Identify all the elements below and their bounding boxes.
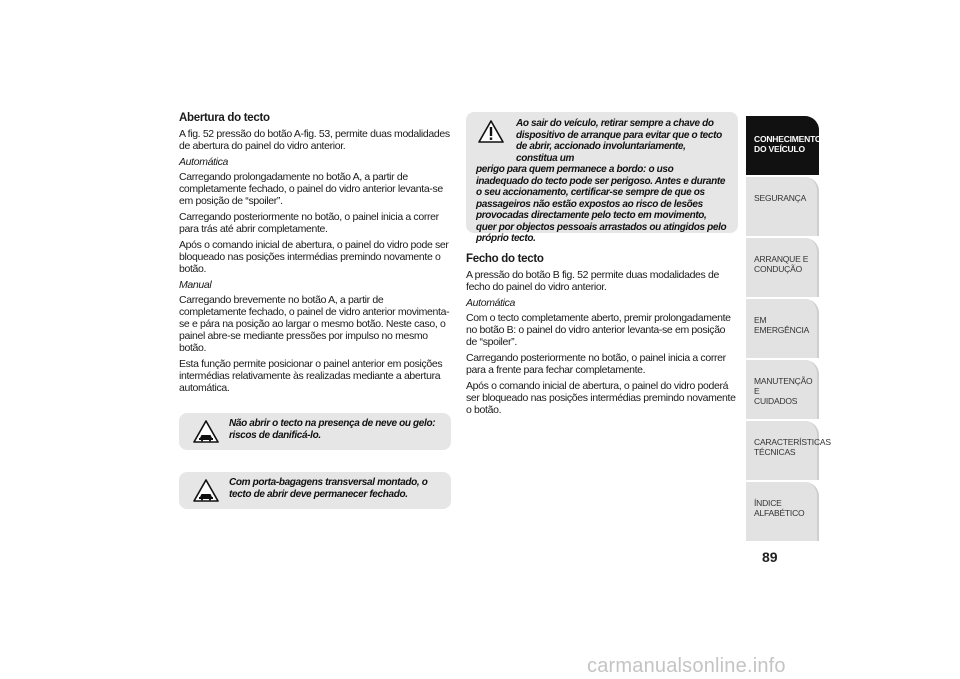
page-number: 89 [762, 549, 778, 565]
subheading-automatic: Automática [179, 156, 229, 168]
tab-emergency[interactable] [746, 299, 819, 358]
watermark: carmanualsonline.info [587, 655, 786, 677]
tab-maintenance[interactable] [746, 360, 819, 419]
section-heading-closing: Fecho do tecto [466, 253, 544, 265]
tab-label: CONDUÇÃO [754, 264, 802, 274]
tab-vehicle-knowledge[interactable] [746, 116, 822, 175]
warning-text-rest: perigo para quem permanece a bordo: o uso inadequado do tecto pode ser perigoso. Antes e durante o seu accionamento, certificar-se sempre de que os passageiros não estão expostos ao risco de lesões provocadas directamente pelo tecto em movimento, quer por objectos pessoais arrastados ou atingidos pelo próprio tecto. [476, 164, 727, 244]
paragraph: A pressão do botão B fig. 52 permite duas modalidades de fecho do painel do vidro anterior. [466, 269, 719, 293]
tab-label: TÉCNICAS [754, 447, 796, 457]
warning-text-first: Ao sair do veículo, retirar sempre a chave do dispositivo de arranque para evitar que o tecto de abrir, accionado involuntariamente, constitua um [516, 118, 722, 164]
car-roof-caution-icon [193, 479, 219, 502]
left-column [179, 112, 451, 509]
car-roof-caution-icon [193, 420, 219, 443]
warning-triangle-icon [478, 120, 504, 143]
chapter-tabs [746, 116, 831, 543]
paragraph: Carregando posteriormente no botão, o painel inicia a correr para a frente para fechar completamente. [466, 352, 726, 376]
subheading-automatic: Automática [466, 297, 516, 309]
caution-note-roof-rack [179, 472, 451, 509]
warning-box [466, 112, 738, 244]
tab-label: MANUTENÇÃO E [754, 376, 813, 396]
tab-label: ARRANQUE E [754, 254, 809, 264]
tab-alphabetical-index[interactable] [746, 482, 819, 541]
note-text: Com porta-bagagens transversal montado, o tecto de abrir deve permanecer fechado. [229, 477, 428, 500]
tab-label: DO VEÍCULO [754, 144, 805, 154]
paragraph: Carregando prolongadamente no botão A, a partir de completamente fechado, o painel do vidro anterior levanta-se em posição de “spoiler”. [179, 171, 443, 207]
paragraph: Esta função permite posicionar o painel anterior em posições intermédias relativamente às realizadas mediante a abertura automática. [179, 358, 443, 394]
section-heading-opening: Abertura do tecto [179, 112, 270, 124]
paragraph: Após o comando inicial de abertura, o painel do vidro poderá ser bloqueado nas posições intermédias premindo novamente o botão. [466, 380, 736, 416]
tab-label: CUIDADOS [754, 396, 798, 406]
paragraph: Após o comando inicial de abertura, o painel do vidro pode ser bloqueado nas posições intermédias premindo novamente o botão. [179, 239, 449, 275]
paragraph: Carregando posteriormente no botão, o painel inicia a correr para trás até abrir completamente. [179, 211, 439, 235]
caution-note-snow-ice [179, 413, 451, 450]
tab-label: CARACTERÍSTICAS [754, 437, 831, 447]
tab-label: ÍNDICE ALFABÉTICO [754, 498, 805, 518]
paragraph: Carregando brevemente no botão A, a partir de completamente fechado, o painel de vidro anterior movimenta-se e pára na posição ao largar o mesmo botão. Neste caso, o painel abre-se mediante pressões por impulso no mesmo botão. [179, 294, 450, 354]
paragraph: A fig. 52 pressão do botão A-fig. 53, permite duas modalidades de abertura do painel do vidro anterior. [179, 128, 450, 152]
paragraph: Com o tecto completamente aberto, premir prolongadamente no botão B: o painel do vidro anterior levanta-se em posição de “spoiler”. [466, 312, 731, 348]
tab-label: SEGURANÇA [754, 193, 807, 203]
note-text: Não abrir o tecto na presença de neve ou gelo: riscos de danificá-lo. [229, 418, 436, 441]
tab-label: CONHECIMENTO [754, 134, 822, 144]
tab-label: EM EMERGÊNCIA [754, 315, 810, 335]
tab-starting-driving[interactable] [746, 238, 819, 297]
tab-safety[interactable] [746, 177, 819, 236]
tab-technical-specs[interactable] [746, 421, 831, 480]
subheading-manual: Manual [179, 279, 212, 291]
right-column [466, 112, 738, 420]
